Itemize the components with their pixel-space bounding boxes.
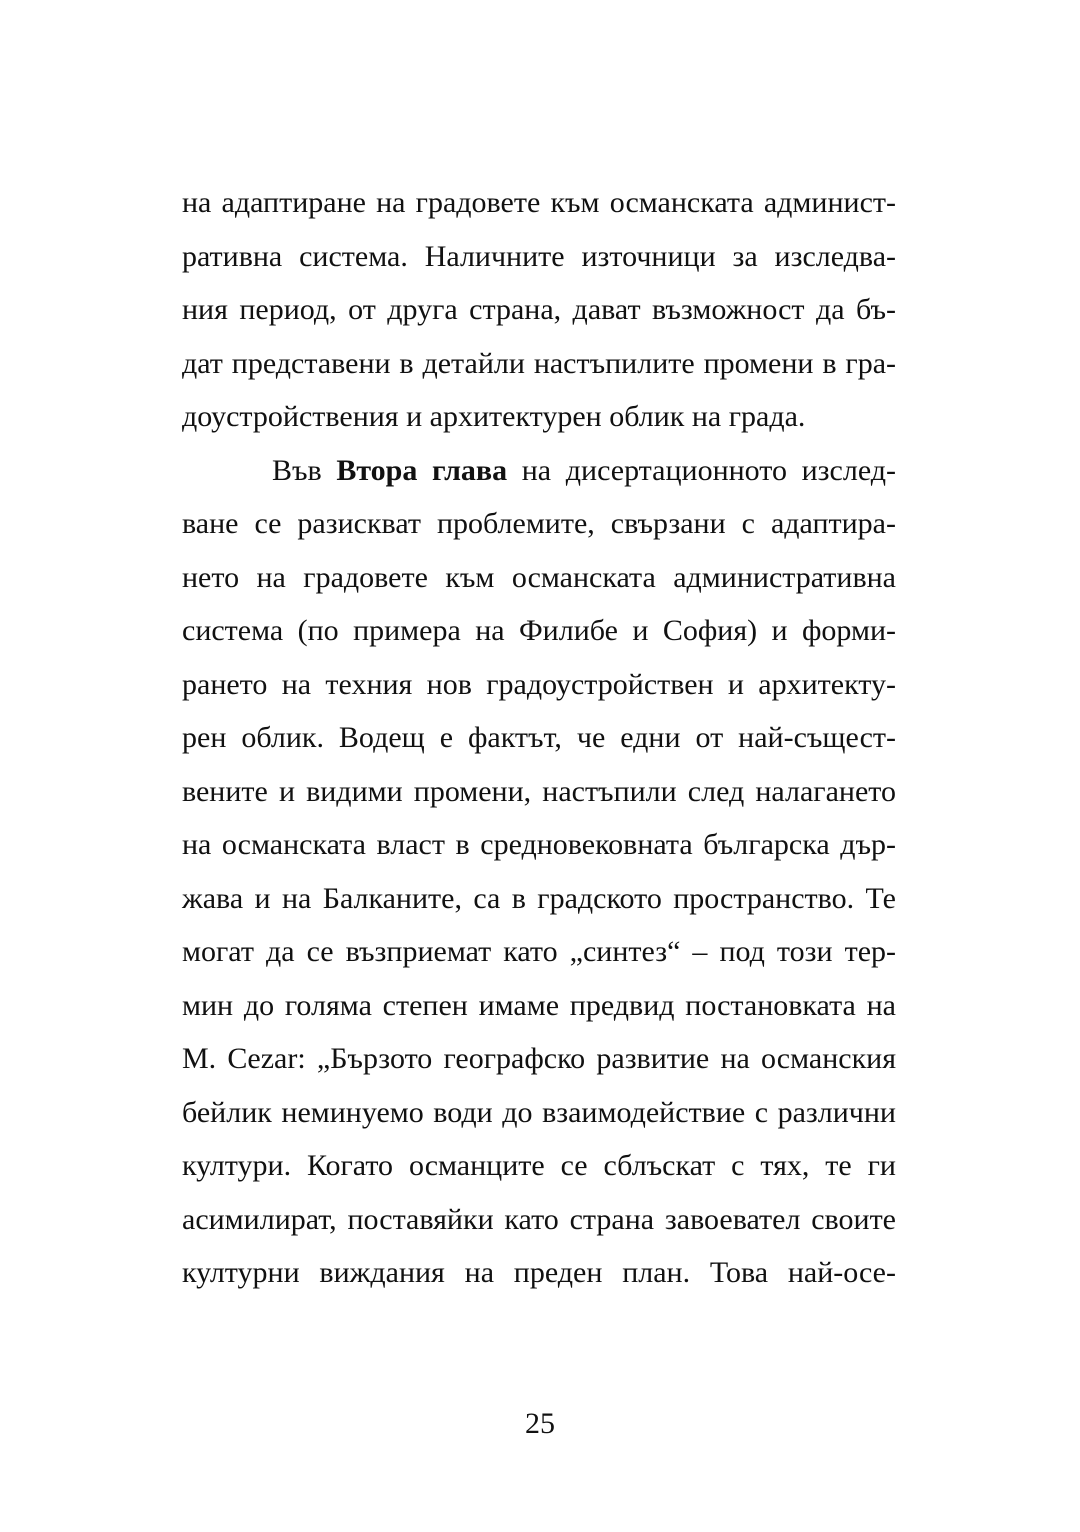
text-line: дат представени в детайли настъпилите промени в гра- [182, 346, 896, 380]
text-line: ване се разискват проблемите, свързани с адаптира- [182, 507, 896, 540]
text-line: нето на градовете към османската административна [182, 560, 896, 594]
text-line: културни виждания на преден план. Това най-осе- [182, 1256, 896, 1289]
text-line: M. Cezar: „Бързото географско развитие на османския [182, 1042, 896, 1075]
text-line: ративна система. Наличните източници за изследва- [182, 239, 896, 273]
page-number: 25 [525, 1407, 555, 1440]
text-line: доустройствения и архитектурен облик на града. [182, 400, 806, 433]
text-line: ния период, от друга страна, дават възможност да бъ- [182, 293, 896, 326]
paragraph-2 [182, 444, 896, 1300]
text-line: на османската власт в средновековната българска дър- [182, 828, 896, 861]
paragraph-1 [182, 176, 896, 444]
text-line: система (по примера на Филибе и София) и форми- [182, 614, 896, 647]
text-line: жава и на Балканите, са в градското пространство. Те [182, 881, 896, 915]
text-line: рането на техния нов градоустройствен и архитекту- [182, 667, 896, 701]
text-line: бейлик неминуемо води до взаимодействие с различни [182, 1095, 896, 1129]
text-line: мин до голяма степен имаме предвид постановката на [182, 988, 896, 1022]
text-line: могат да се възприемат като „синтез“ – под този тер- [182, 935, 896, 968]
text-line: рен облик. Водещ е фактът, че едни от най-същест- [182, 721, 896, 754]
text-line-first [182, 444, 896, 498]
text-run: Във [272, 453, 337, 487]
text-run: на дисертационното изслед- [507, 453, 896, 487]
text-line: вените и видими промени, настъпили след налагането [182, 774, 896, 808]
body-text [182, 176, 896, 1300]
text-line: асимилират, поставяйки като страна завоевател своите [182, 1202, 896, 1236]
text-line: култури. Когато османците се сблъскат с тях, те ги [182, 1149, 896, 1182]
chapter-reference: Втора глава [336, 453, 508, 487]
text-line: на адаптиране на градовете към османската админист- [182, 186, 896, 219]
